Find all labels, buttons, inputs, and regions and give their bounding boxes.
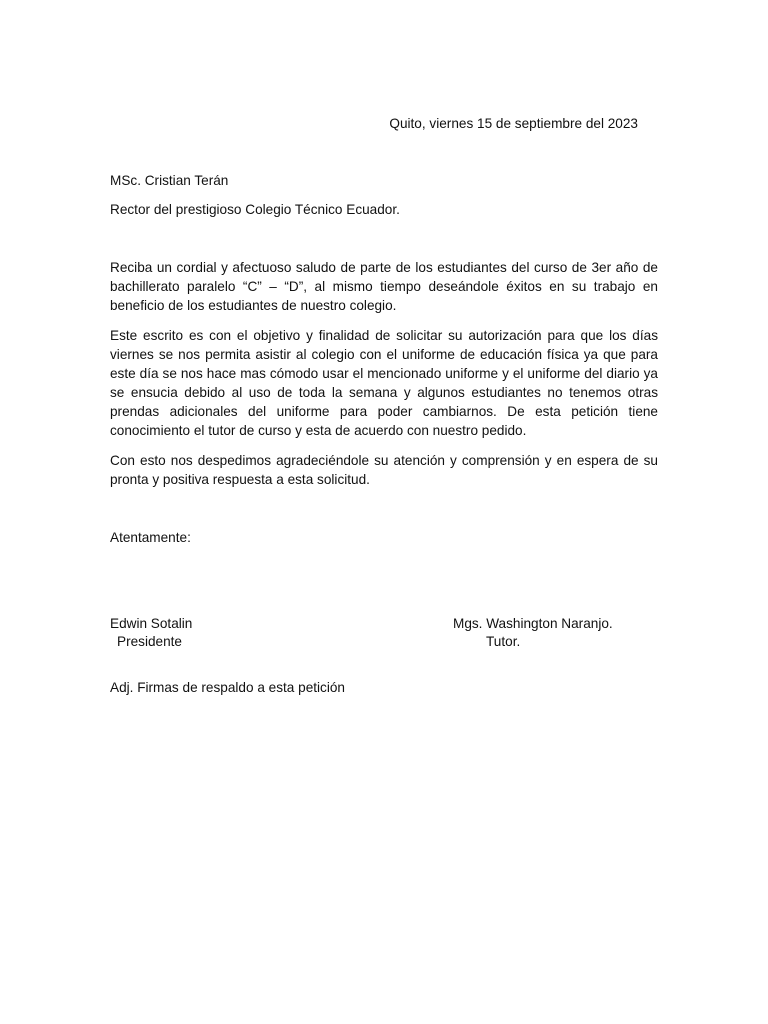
signature-right-role: Tutor.	[486, 634, 521, 649]
signature-right-name: Mgs. Washington Naranjo.	[453, 616, 613, 631]
date-line: Quito, viernes 15 de septiembre del 2023	[389, 116, 638, 131]
attachment-note: Adj. Firmas de respaldo a esta petición	[110, 680, 345, 695]
farewell-paragraph: Con esto nos despedimos agradeciéndole su atención y comprensión y en espera de su pronta y positiva respuesta a esta solicitud.	[110, 453, 658, 487]
request-paragraph: Este escrito es con el objetivo y finalidad de solicitar su autorización para que los días viernes se nos permita asistir al colegio con el uniforme de educación física ya que para este día se nos hace mas cómodo usar el mencionado uniforme y el uniforme del diario ya se ensucia debido al uso de toda la semana y algunos estudiantes no tenemos otras prendas adicionales del uniforme para poder cambiarnos. De esta petición tiene conocimiento el tutor de curso y esta de acuerdo con nuestro pedido.	[110, 328, 658, 438]
signature-left-name: Edwin Sotalin	[110, 616, 193, 631]
greeting-paragraph: Reciba un cordial y afectuoso saludo de parte de los estudiantes del curso de 3er año de bachillerato paralelo “C” – “D”, al mismo tiempo deseándole éxitos en su trabajo en beneficio de los estudiantes de nuestro colegio.	[110, 260, 658, 313]
signature-left-role: Presidente	[117, 634, 182, 649]
addressee-name: MSc. Cristian Terán	[110, 173, 229, 188]
closing-line: Atentamente:	[110, 530, 191, 545]
addressee-title: Rector del prestigioso Colegio Técnico Ecuador.	[110, 202, 400, 217]
